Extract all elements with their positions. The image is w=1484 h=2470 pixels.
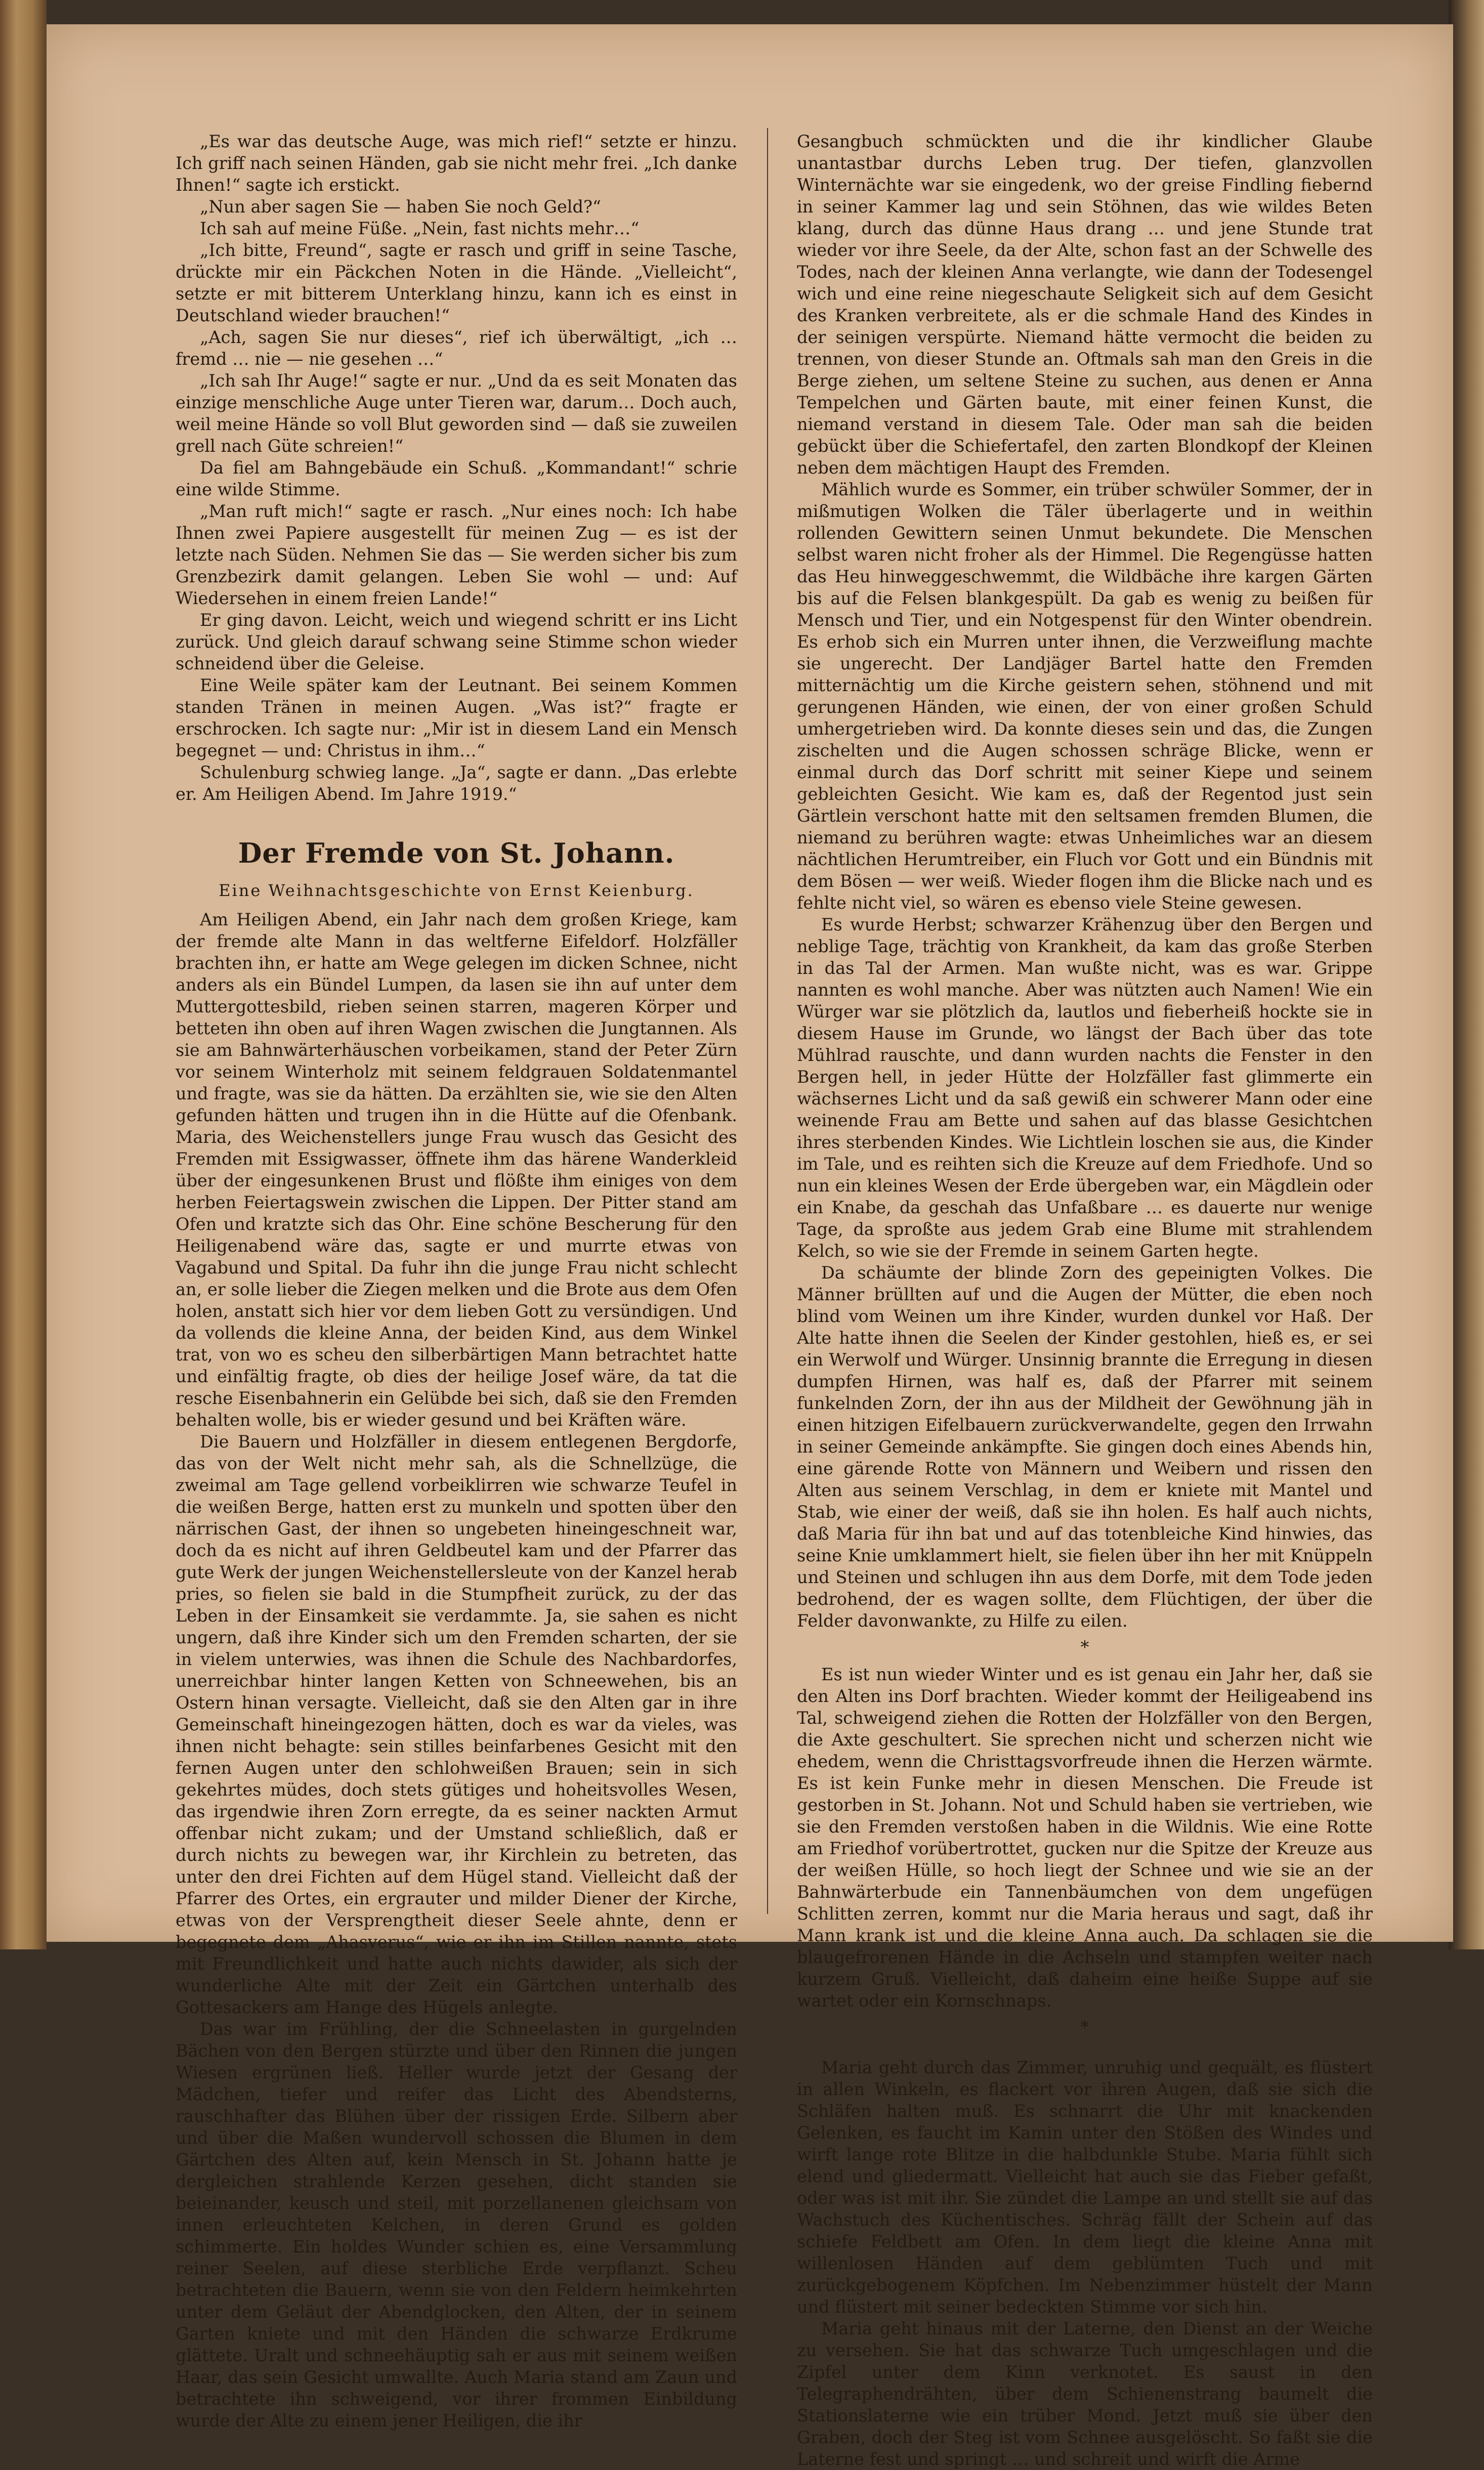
book-binding xyxy=(0,0,47,1949)
intro-paragraph: „Nun aber sagen Sie — haben Sie noch Geld?“ xyxy=(200,197,602,217)
story-paragraph: Gesangbuch schmückten und die ihr kindlicher Glaube unantastbar durchs Leben trug. Der tiefen, glanzvollen Winternächte war sie eingedenk, wo der greise Findling fiebernd in seiner Kammer lag und sein Stöhnen, das wie wildes Beten klang, durch das dünne Haus drang … und jene Stunde trat wieder vor ihre Seele, da der Alte, schon fast an der Schwelle des Todes, nach der kleinen Anna verlangte, wie dann der Todesengel wich und eine reine niegeschaute Seligkeit sich auf dem Gesicht des Kranken verbreitete, als er die schmale Hand des Kindes in der seinigen verspürte. Niemand hätte vermocht die beiden zu trennen, von dieser Stunde an. Oftmals sah man den Greis in die Berge ziehen, um seltene Steine zu suchen, aus denen er Anna Tempelchen und Gärten baute, mit einer feinen Kunst, die niemand verstand in diesem Tale. Oder man sah die beiden gebückt über die Schiefertafel, den zarten Blondkopf der Kleinen neben dem mächtigen Haupt des Fremden. xyxy=(797,132,1373,478)
story-paragraph: Da schäumte der blinde Zorn des gepeinigten Volkes. Die Männer brüllten auf und die Augen der Mütter, die eben noch blind vom Weinen um ihre Kinder, wurden dunkel vor Haß. Der Alte hatte ihnen die Seelen der Kinder gestohlen, hieß es, er sei ein Werwolf und Würger. Unsinnig brannte die Erregung in diesen dumpfen Hirnen, was half es, daß der Pfarrer mit seinem funkelnden Zorn, der ihn aus der Mildheit der Gewöhnung jäh in einen hitzigen Eifelbauern zurückverwandelte, gegen den Irrwahn in seiner Gemeinde ankämpfte. Sie gingen doch eines Abends hin, eine gärende Rotte von Männern und Weibern und rissen den Alten aus seinem Verschlag, in dem er kniete mit Mantel und Stab, wie einer der weiß, daß sie ihn holen. Es half auch nichts, daß Maria für ihn bat und auf das totenbleiche Kind hinwies, das seine Knie umklammert hielt, sie fielen über ihn her mit Knüppeln und Steinen und schlugen ihn aus dem Dorfe, mit dem Tode jeden bedrohend, der es wagen sollte, dem Flüchtigen, der über die Felder davonwankte, zu Hilfe zu eilen. xyxy=(797,1263,1373,1631)
story-paragraph: Am Heiligen Abend, ein Jahr nach dem großen Kriege, kam der fremde alte Mann in das weltferne Eifeldorf. Holzfäller brachten ihn, er hatte am Wege gelegen im dicken Schnee, nicht anders als ein Bündel Lumpen, da lasen sie ihn auf unter dem Muttergottesbild, rieben seinen starren, mageren Körper und betteten ihn oben auf ihren Wagen zwischen die Jungtannen. Als sie am Bahnwärterhäuschen vorbeikamen, stand der Peter Zürn vor seinem Winterholz mit seinem feldgrauen Soldatenmantel und fragte, was sie da hätten. Da erzählten sie, wie sie den Alten gefunden hätten und trugen ihn in die Hütte auf die Ofenbank. Maria, des Weichenstellers junge Frau wusch das Gesicht des Fremden mit Essigwasser, öffnete ihm das härene Wanderkleid über der eingesunkenen Brust und flößte ihm einiges von dem herben Feiertagswein zwischen die Lippen. Der Pitter stand am Ofen und kratzte sich das Ohr. Eine schöne Bescherung für den Heiligenabend wäre das, sagte er und murrte etwas von Vagabund und Spital. Da fuhr ihn die junge Frau nicht schlecht an, er solle lieber die Ziegen melken und die Brote aus dem Ofen holen, anstatt sich hier vor dem lieben Gott zu versündigen. Und da vollends die kleine Anna, der beiden Kind, aus dem Winkel trat, von wo es scheu den silberbärtigen Mann betrachtet hatte und einfältig fragte, ob dies der heilige Josef wäre, da tat die resche Eisenbahnerin ein Gelübde bei sich, daß sie den Fremden behalten wolle, bis er wieder gesund und bei Kräften wäre. xyxy=(176,910,737,1430)
spacer xyxy=(797,2043,1373,2057)
section-separator: * xyxy=(1080,1637,1089,1657)
story-paragraph: Es ist nun wieder Winter und es ist genau ein Jahr her, daß sie den Alten ins Dorf brachten. Wieder kommt der Heiligeabend ins Tal, schweigend ziehen die Rotten der Holzfäller von den Bergen, die Axte geschultert. Sie sprechen nicht und scherzen nicht wie ehedem, wenn die Christtagsvorfreude ihnen die Herzen wärmte. Es ist kein Funke mehr in diesen Menschen. Die Freude ist gestorben in St. Johann. Not und Schuld haben sie vertrieben, wie sie den Fremden verstoßen haben in die Wildnis. Wie eine Rotte am Friedhof vorübertrottet, gucken nur die Spitze der Kreuze aus der weißen Hülle, so hoch liegt der Schnee und wie sie an der Bahnwärterbude ein Tannenbäumchen von dem ungefügen Schlitten zerren, kommt nur die Maria heraus und sagt, daß ihr Mann krank ist und die kleine Anna auch. Da schlagen sie die blaugefrorenen Hände in die Achseln und stampfen weiter nach kurzem Gruß. Vielleicht, daß daheim eine heiße Suppe auf sie wartet oder ein Kornschnaps. xyxy=(797,1665,1373,2011)
story-title: Der Fremde von St. Johann. xyxy=(238,837,675,869)
story-paragraph: Es wurde Herbst; schwarzer Krähenzug über den Bergen und neblige Tage, trächtig von Krankheit, da kam das große Sterben in das Tal der Armen. Man wußte nicht, was es war. Grippe nannten es wohl manche. Aber was nützten auch Namen! Wie ein Würger war sie plötzlich da, lautlos und fieberheiß hockte sie in diesem Hause im Grunde, wo längst der Bach über das tote Mühlrad rauschte, und dann wurden nachts die Fenster in den Bergen hell, in jeder Hütte der Holzfäller fast glimmerte ein wächsernes Licht und da saß gewiß ein schwerer Mann oder eine weinende Frau am Bette und sahen auf das blasse Gesichtchen ihres sterbenden Kindes. Wie Lichtlein loschen sie aus, die Kinder im Tale, und es reihten sich die Kreuze auf dem Friedhofe. Und so nun ein kleines Wesen der Erde übergeben war, ein Mägdlein oder ein Knabe, da geschah das Unfaßbare … es dauerte nur wenige Tage, da sproßte aus jedem Grab eine Blume mit strahlendem Kelch, so wie sie der Fremde in seinem Garten hegte. xyxy=(797,915,1373,1261)
story-paragraph: Maria geht durch das Zimmer, unruhig und gequält, es flüstert in allen Winkeln, es flackert vor ihren Augen, daß sie sich die Schläfen halten muß. Es schnarrt die Uhr mit knackenden Gelenken, es faucht im Kamin unter den Stößen des Windes und wirft lange rote Blitze in die halbdunkle Stube. Maria fühlt sich elend und gliedermatt. Vielleicht hat auch sie das Fieber gefaßt, oder was ist mit ihr. Sie zündet die Lampe an und stellt sie auf das Wachstuch des Küchentisches. Schräg fällt der Schein auf das schiefe Feldbett am Ofen. In dem liegt die kleine Anna mit willenlosen Händen auf dem geblümten Tuch und mit zurückgebogenem Köpfchen. Im Nebenzimmer hüstelt der Mann und flüstert mit seiner bedeckten Stimme vor sich hin. xyxy=(797,2058,1373,2317)
intro-paragraph: Da fiel am Bahngebäude ein Schuß. „Kommandant!“ schrie eine wilde Stimme. xyxy=(176,458,737,499)
page-edge-shadow xyxy=(1449,0,1484,1949)
intro-paragraph: Ich sah auf meine Füße. „Nein, fast nichts mehr…“ xyxy=(200,219,640,238)
story-subtitle: Eine Weihnachtsgeschichte von Ernst Keienburg. xyxy=(219,881,694,900)
intro-paragraph: Eine Weile später kam der Leutnant. Bei seinem Kommen standen Tränen in meinen Augen. „Was ist?“ fragte er erschrocken. Ich sagte nur: „Mir ist in diesem Land ein Mensch begegnet — und: Christus in ihm…“ xyxy=(176,675,737,760)
story-paragraph: Das war im Frühling, der die Schneelasten in gurgelnden Bächen von den Bergen stürzte und über den Rinnen die jungen Wiesen ergrünen ließ. Heller wurde jetzt der Gesang der Mädchen, tiefer und reifer das Licht des Abendsterns, rauschhafter das Blühen über der rissigen Erde. Silbern aber und über die Maßen wundervoll schossen die Blumen in dem Gärtchen des Alten auf, kein Mensch in St. Johann hatte je dergleichen strahlende Kerzen gesehen, dicht standen sie beieinander, keusch und steil, mit porzellanenen gleichsam von innen erleuchteten Kelchen, in deren Grund es golden schimmerte. Ein holdes Wunder schien es, eine Versammlung reiner Seelen, auf diese sterbliche Erde verpflanzt. Scheu betrachteten die Bauern, wenn sie von den Feldern heimkehrten unter dem Geläut der Abendglocken, den Alten, der in seinem Garten kniete und mit den Händen die schwarze Erdkrume glättete. Uralt und schneehäuptig sah er aus mit seinem weißen Haar, das sein Gesicht umwallte. Auch Maria stand am Zaun und betrachtete ihn schweigend, vor ihrer frommen Einbildung wurde der Alte zu einem jener Heiligen, die ihr xyxy=(176,2019,737,2431)
section-separator: * xyxy=(1080,2017,1089,2037)
right-column xyxy=(797,131,1373,2469)
intro-paragraph: „Es war das deutsche Auge, was mich rief!“ setzte er hinzu. Ich griff nach seinen Händen, gab sie nicht mehr frei. „Ich danke Ihnen!“ sagte ich erstickt. xyxy=(176,132,737,195)
intro-paragraph: „Ich bitte, Freund“, sagte er rasch und griff in seine Tasche, drückte mir ein Päckchen Noten in die Hände. „Vielleicht“, setzte er mit bitterem Unterklang hinzu, kann ich es einst in Deutschland wieder brauchen!“ xyxy=(176,240,737,325)
story-paragraph: Mählich wurde es Sommer, ein trüber schwüler Sommer, der in mißmutigen Wolken die Täler überlagerte und in weithin rollenden Gewittern seinen Unmut bekundete. Die Menschen selbst waren nicht froher als der Himmel. Die Regengüsse hatten das Heu hinweggeschwemmt, die Wildbäche ihre kargen Gärten bis auf die Felsen blankgespült. Da gab es wenig zu beißen für Mensch und Tier, und ein Notgespenst für den Winter obendrein. Es erhob sich ein Murren unter ihnen, die Verzweiflung machte sie ungerecht. Der Landjäger Bartel hatte den Fremden mitternächtig um die Kirche geistern sehen, stöhnend und mit gerungenen Händen, wie einen, der von einer großen Schuld umhergetrieben wird. Da konnte dieses sein und das, die Zungen zischelten und die Augen schossen schräge Blicke, wenn er einmal durch das Dorf schritt mit seiner Kiepe und seinem gebleichten Gesicht. Wie kam es, daß der Regentod just sein Gärtlein verschont hatte mit den seltsamen fremden Blumen, die niemand zu berühren wagte: etwas Unheimliches war an diesem nächtlichen Herumtreiber, ein Fluch vor Gott und ein Bündnis mit dem Bösen — wer weiß. Wieder flogen ihm die Blicke nach und es fehlte nicht viel, so wären es ebenso viele Steine gewesen. xyxy=(797,480,1373,913)
newspaper-page xyxy=(47,24,1453,2469)
intro-paragraph: Er ging davon. Leicht, weich und wiegend schritt er ins Licht zurück. Und gleich darauf schwang seine Stimme schon wieder schneidend über die Geleise. xyxy=(176,610,737,673)
intro-paragraph: Schulenburg schwieg lange. „Ja“, sagte er dann. „Das erlebte er. Am Heiligen Abend. Im Jahre 1919.“ xyxy=(176,762,737,804)
story-paragraph: Maria geht hinaus mit der Laterne, den Dienst an der Weiche zu versehen. Sie hat das schwarze Tuch umgeschlagen und die Zipfel unter dem Kinn verknotet. Es saust in den Telegraphendrähten, über dem Schienenstrang baumelt die Stationslaterne wie ein trüber Mond. Jetzt muß sie über den Graben, doch der Steg ist vom Schnee ausgelöscht. So faßt sie die Laterne fest und springt … und schreit und wirft die Arme xyxy=(797,2319,1373,2469)
left-column xyxy=(176,131,737,2431)
story-paragraph: Die Bauern und Holzfäller in diesem entlegenen Bergdorfe, das von der Welt nicht mehr sah, als die Schnellzüge, die zweimal am Tage gellend vorbeiklirren wie schwarze Teufel in die weißen Berge, hatten erst zu munkeln und spotten über den närrischen Gast, der ihnen so ungebeten hineingeschneit war, doch da es nicht auf ihren Geldbeutel kam und der Pfarrer das gute Werk der jungen Weichenstellersleute von der Kanzel herab pries, so fielen sie bald in die Stumpfheit zurück, zu der das Leben in der Einsamkeit sie verdammte. Ja, sie sahen es nicht ungern, daß ihre Kinder sich um den Fremden scharten, der sie in vielem unterwies, was ihnen die Schule des Nachbardorfes, unerreichbar hinter langen Ketten von Schneewehen, bis an Ostern hinan versagte. Vielleicht, daß sie den Alten gar in ihre Gemeinschaft hineingezogen hätten, doch es war da vieles, was ihnen nicht behagte: sein stilles beinfarbenes Gesicht mit den fernen Augen unter den schlohweißen Brauen; sein in sich gekehrtes müdes, doch stets gütiges und hoheitsvolles Wesen, das irgendwie ihren Zorn erregte, da es seiner nackten Armut offenbar nicht zukam; und der Umstand schließlich, daß er durch nichts zu bewegen war, ihr Kirchlein zu betreten, das unter den drei Fichten auf dem Hügel stand. Vielleicht daß der Pfarrer des Ortes, ein ergrauter und milder Diener der Kirche, etwas von der Versprengtheit dieser Seele ahnte, denn er begegnete dem „Ahasverus“, wie er ihn im Stillen nannte, stets mit Freundlichkeit und hatte auch nichts dawider, als sich der wunderliche Alte mit der Zeit ein Gärtchen unterhalb des Gottesackers am Hange des Hügels anlegte. xyxy=(176,1432,737,2017)
intro-paragraph: „Man ruft mich!“ sagte er rasch. „Nur eines noch: Ich habe Ihnen zwei Papiere ausgestellt für meinen Zug — es ist der letzte nach Süden. Nehmen Sie das — Sie werden sicher bis zum Grenzbezirk damit gelangen. Leben Sie wohl — und: Auf Wiedersehen in einem freien Lande!“ xyxy=(176,501,737,608)
column-divider xyxy=(767,128,768,1914)
intro-paragraph: „Ich sah Ihr Auge!“ sagte er nur. „Und da es seit Monaten das einzige menschliche Auge unter Tieren war, darum… Doch auch, weil meine Hände so voll Blut geworden sind — daß sie zuweilen grell nach Güte schreien!“ xyxy=(176,371,737,456)
intro-paragraph: „Ach, sagen Sie nur dieses“, rief ich überwältigt, „ich … fremd … nie — nie gesehen …“ xyxy=(176,327,737,369)
